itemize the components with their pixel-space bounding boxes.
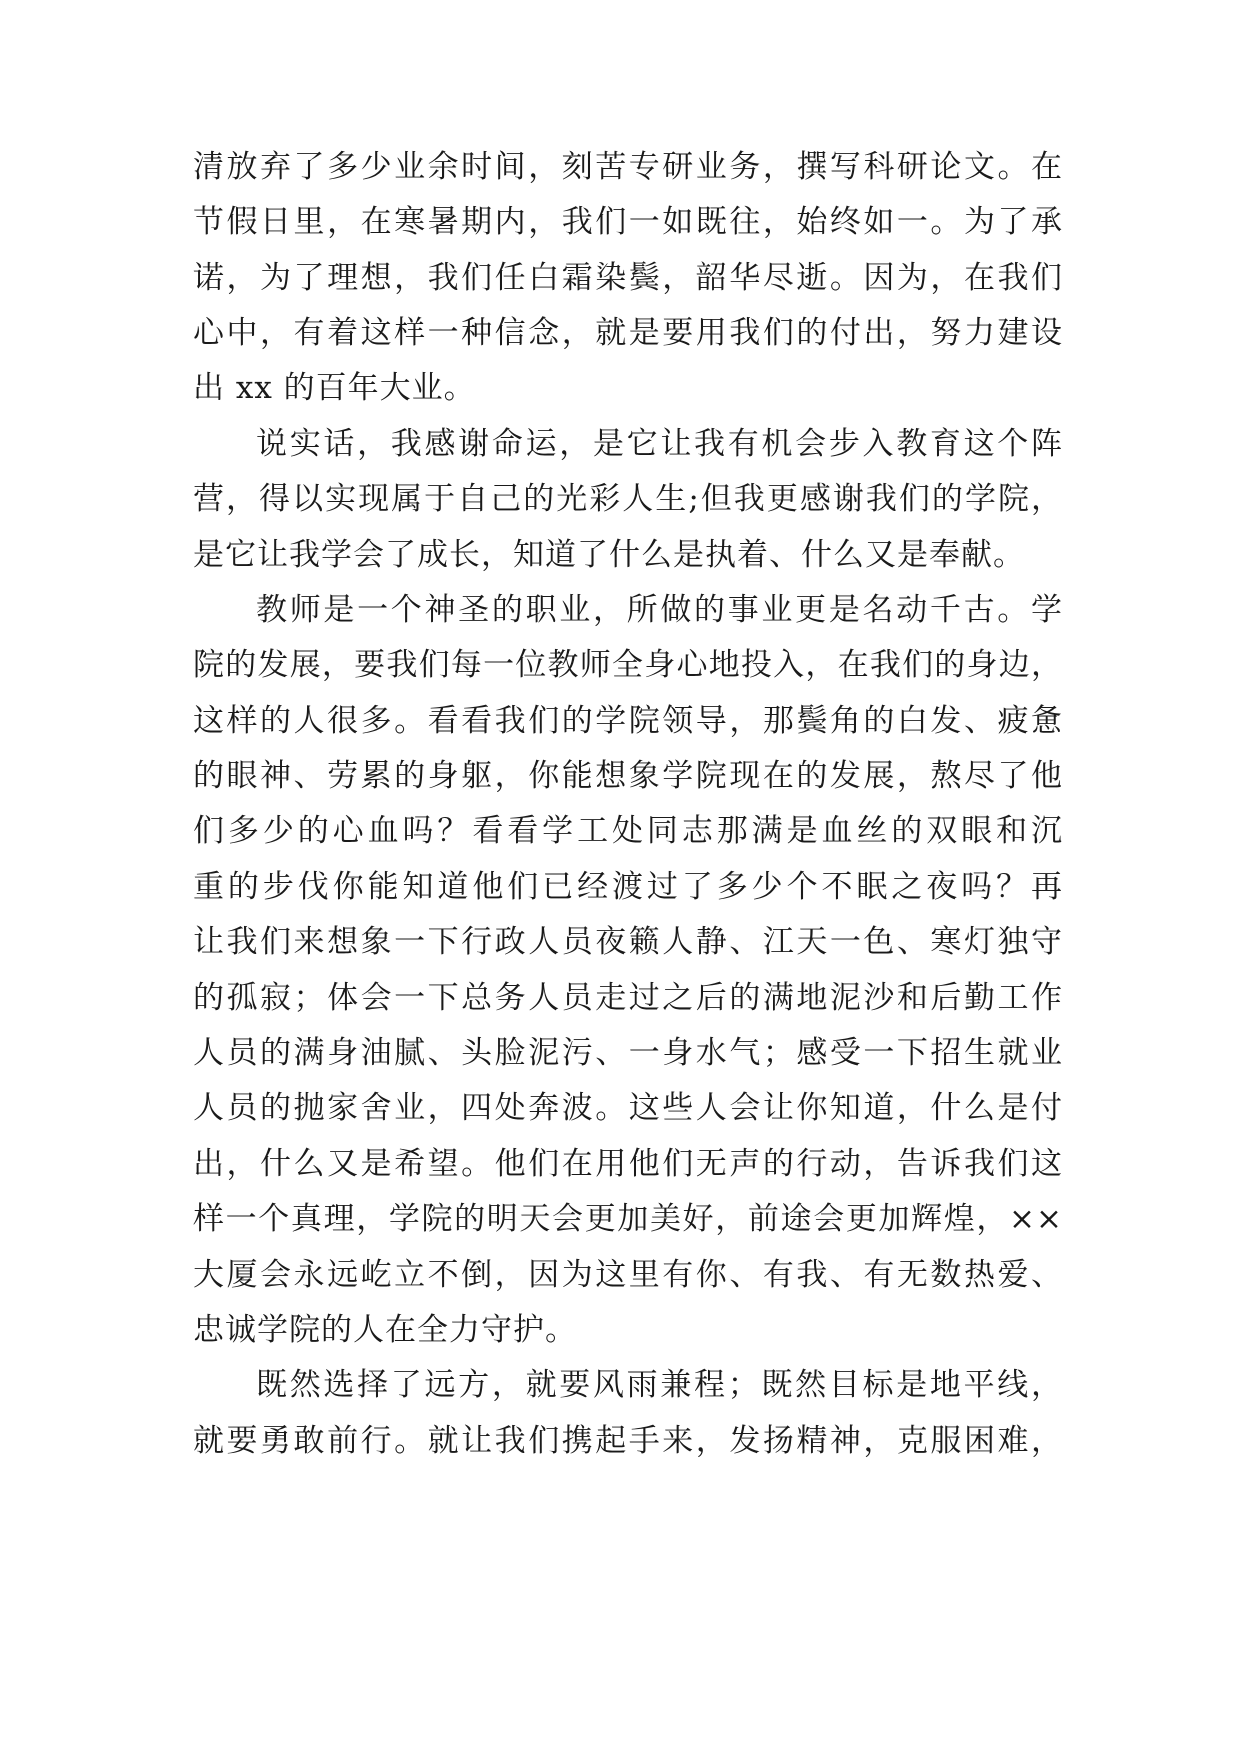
text-line: 就要勇敢前行。就让我们携起手来，发扬精神，克服困难， [193, 1423, 1063, 1459]
text-line: 是它让我学会了成长，知道了什么是执着、什么又是奉献。 [193, 537, 1025, 573]
text-line: 样一个真理，学院的明天会更加美好，前途会更加辉煌，×× [193, 1201, 1063, 1237]
text-line: 出，什么又是希望。他们在用他们无声的行动，告诉我们这 [193, 1146, 1063, 1182]
paragraph-first-line: 教师是一个神圣的职业，所做的事业更是名动千古。学 [256, 592, 1063, 628]
text-line: 们多少的心血吗？看看学工处同志那满是血丝的双眼和沉 [193, 813, 1063, 849]
text-line: 节假日里，在寒暑期内，我们一如既往，始终如一。为了承 [193, 204, 1063, 240]
text-line: 营，得以实现属于自己的光彩人生;但我更感谢我们的学院， [193, 481, 1063, 517]
text-line: 重的步伐你能知道他们已经渡过了多少个不眠之夜吗？再 [193, 869, 1063, 905]
text-line: 让我们来想象一下行政人员夜籁人静、江天一色、寒灯独守 [193, 924, 1063, 960]
text-line: 大厦会永远屹立不倒，因为这里有你、有我、有无数热爱、 [193, 1257, 1063, 1293]
text-line: 的孤寂；体会一下总务人员走过之后的满地泥沙和后勤工作 [193, 980, 1063, 1016]
text-line: 的眼神、劳累的身躯，你能想象学院现在的发展，熬尽了他 [193, 758, 1063, 794]
text-line: 心中，有着这样一种信念，就是要用我们的付出，努力建设 [193, 315, 1063, 351]
text-line: 清放弃了多少业余时间，刻苦专研业务，撰写科研论文。在 [193, 149, 1063, 185]
text-line: 诺，为了理想，我们任白霜染鬓，韶华尽逝。因为，在我们 [193, 260, 1063, 296]
paragraph-first-line: 既然选择了远方，就要风雨兼程；既然目标是地平线， [256, 1367, 1063, 1403]
text-line: 院的发展，要我们每一位教师全身心地投入，在我们的身边， [193, 647, 1063, 683]
text-line: 人员的抛家舍业，四处奔波。这些人会让你知道，什么是付 [193, 1090, 1063, 1126]
text-line: 忠诚学院的人在全力守护。 [193, 1312, 577, 1348]
text-line: 人员的满身油腻、头脸泥污、一身水气；感受一下招生就业 [193, 1035, 1063, 1071]
text-line: 出 xx 的百年大业。 [193, 370, 476, 406]
paragraph-first-line: 说实话，我感谢命运，是它让我有机会步入教育这个阵 [256, 426, 1063, 462]
text-line: 这样的人很多。看看我们的学院领导，那鬓角的白发、疲惫 [193, 703, 1063, 739]
